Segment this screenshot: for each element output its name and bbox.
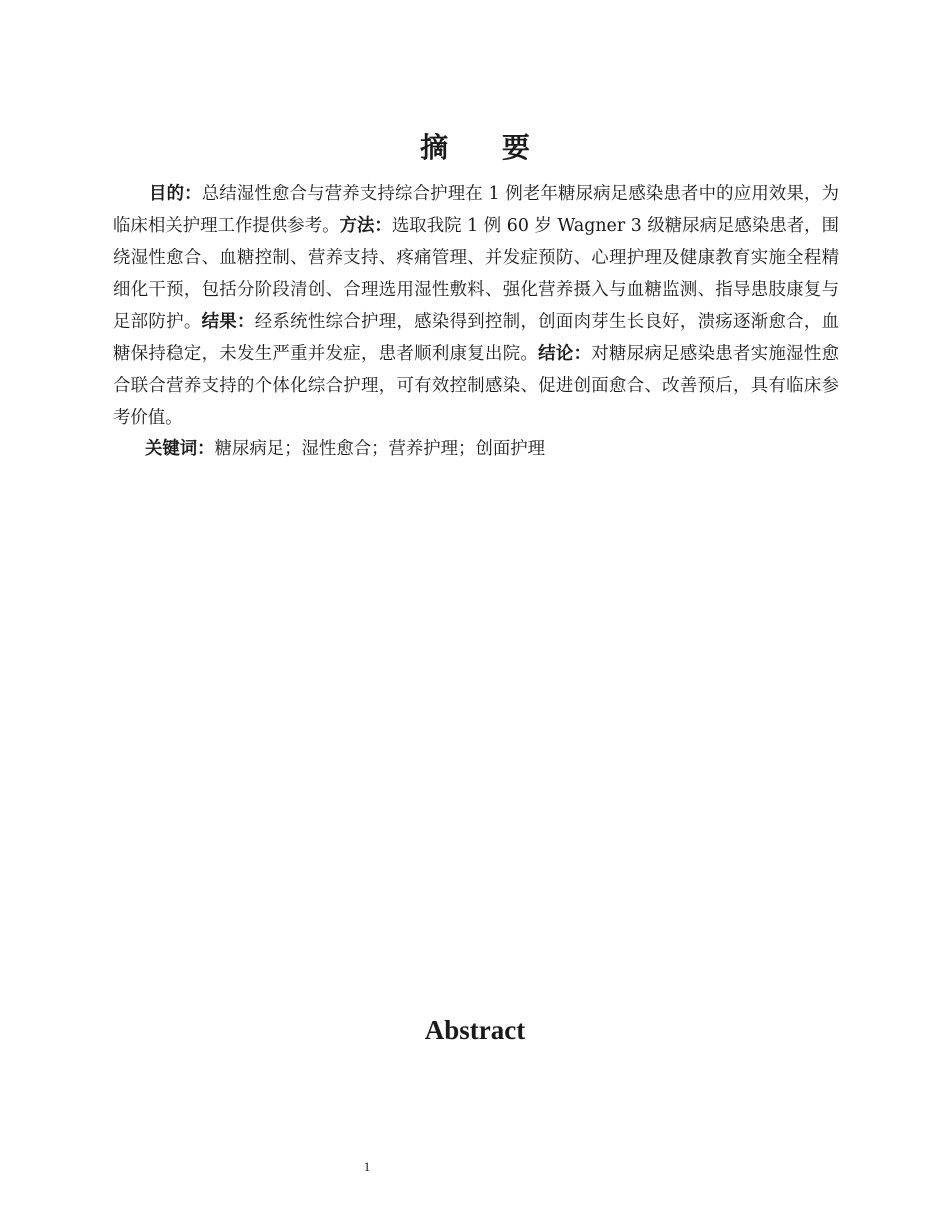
conclusion-text: 对糖尿病足感染患者实施湿性愈合联合营养支持的个体化综合护理，可有效控制感染、促进创面愈合、改善预后，具有临床参考价值。 xyxy=(113,344,839,428)
keywords-line xyxy=(145,433,845,465)
method-label: 方法： xyxy=(339,216,392,236)
keywords-text: 糖尿病足；湿性愈合；营养护理；创面护理 xyxy=(214,439,546,459)
keywords-label: 关键词： xyxy=(145,439,215,459)
method-text: 选取我院 1 例 60 岁 Wagner 3 级糖尿病足感染患者，围绕湿性愈合、血糖控制、营养支持、疼痛管理、并发症预防、心理护理及健康教育实施全程精细化干预，包括分阶段清创、合理选用湿性敷料、强化营养摄入与血糖监测、指导患肢康复与足部防护。 xyxy=(113,216,839,332)
page-number: 1 xyxy=(363,1159,371,1174)
purpose-text: 总结湿性愈合与营养支持综合护理在 1 例老年糖尿病足感染患者中的应用效果，为临床相关护理工作提供参考。 xyxy=(113,184,839,236)
chinese-abstract-title: 摘 要 xyxy=(420,131,552,164)
result-label: 结果： xyxy=(201,312,255,332)
conclusion-label: 结论： xyxy=(538,344,592,364)
purpose-label: 目的： xyxy=(149,184,202,204)
result-text: 经系统性综合护理，感染得到控制，创面肉芽生长良好，溃疡逐渐愈合，血糖保持稳定，未发生严重并发症，患者顺利康复出院。 xyxy=(113,312,839,364)
chinese-abstract-body xyxy=(113,178,839,434)
english-abstract-title: Abstract xyxy=(424,1015,526,1045)
